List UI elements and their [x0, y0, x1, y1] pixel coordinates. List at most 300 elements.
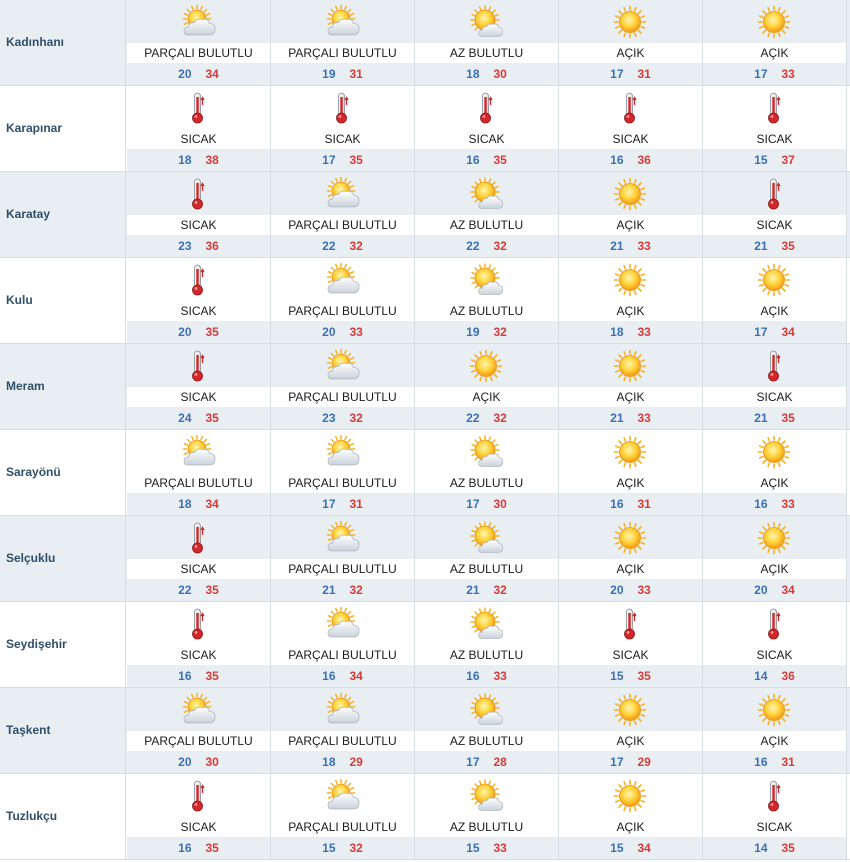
condition-label: AZ BULUTLU [415, 559, 558, 579]
icon-area [271, 430, 414, 473]
forecast-day-cell[interactable] [559, 86, 703, 171]
forecast-day-cell[interactable] [415, 344, 559, 429]
forecast-day-cell[interactable] [127, 344, 271, 429]
sun-icon [612, 349, 648, 383]
high-temperature: 33 [637, 411, 651, 425]
high-temperature: 35 [205, 411, 219, 425]
high-temperature: 35 [349, 153, 363, 167]
city-cell [0, 516, 126, 601]
low-temperature: 22 [178, 583, 192, 597]
thermometer-icon [180, 91, 216, 125]
icon-area [559, 258, 702, 301]
sun-icon [612, 263, 648, 297]
condition-label: SICAK [703, 387, 846, 407]
city-name[interactable]: Sarayönü [6, 465, 61, 479]
high-temperature: 33 [781, 497, 795, 511]
forecast-row [0, 86, 850, 171]
forecast-day-cell[interactable] [415, 86, 559, 171]
mostly-sunny-icon [468, 607, 504, 641]
city-name[interactable]: Seydişehir [6, 637, 67, 651]
high-temperature: 35 [205, 583, 219, 597]
partly-cloudy-icon [180, 693, 216, 727]
low-temperature: 20 [754, 583, 768, 597]
condition-label: AZ BULUTLU [415, 215, 558, 235]
high-temperature: 35 [205, 669, 219, 683]
temperature-range [271, 579, 414, 601]
temperature-range [127, 837, 270, 859]
condition-label: PARÇALI BULUTLU [288, 648, 397, 662]
high-temperature: 33 [493, 669, 507, 683]
temperature-range [415, 493, 558, 515]
partly-cloudy-icon [324, 779, 360, 813]
temperature-range [127, 149, 270, 171]
condition-label: SICAK [180, 132, 217, 146]
condition-label: SICAK [180, 304, 217, 318]
thermometer-icon [612, 91, 648, 125]
low-temperature: 15 [610, 841, 624, 855]
forecast-row [0, 258, 850, 343]
low-temperature: 16 [178, 841, 192, 855]
forecast-day-cell[interactable] [271, 344, 415, 429]
icon-area [415, 516, 558, 559]
low-temperature: 16 [754, 497, 768, 511]
forecast-day-cell[interactable] [559, 430, 703, 515]
high-temperature: 34 [205, 67, 219, 81]
high-temperature: 29 [349, 755, 363, 769]
condition-label: AÇIK [760, 476, 789, 490]
forecast-day-cell[interactable] [415, 430, 559, 515]
icon-area [127, 86, 270, 129]
low-temperature: 21 [610, 411, 624, 425]
forecast-day-cell[interactable] [415, 774, 559, 859]
low-temperature: 15 [466, 841, 480, 855]
forecast-day-cell[interactable] [559, 0, 703, 85]
forecast-day-cell[interactable] [271, 86, 415, 171]
low-temperature: 14 [754, 669, 768, 683]
temperature-range [271, 321, 414, 343]
high-temperature: 33 [349, 325, 363, 339]
high-temperature: 30 [205, 755, 219, 769]
thermometer-icon [180, 263, 216, 297]
forecast-day-cell[interactable] [559, 344, 703, 429]
forecast-row [0, 172, 850, 257]
sun-icon [612, 177, 648, 211]
condition-label: PARÇALI BULUTLU [271, 559, 414, 579]
condition-label: SICAK [756, 820, 793, 834]
condition-label: PARÇALI BULUTLU [271, 387, 414, 407]
condition-label: AZ BULUTLU [415, 731, 558, 751]
low-temperature: 20 [178, 325, 192, 339]
low-temperature: 17 [610, 755, 624, 769]
low-temperature: 18 [178, 497, 192, 511]
forecast-day-cell[interactable] [127, 516, 271, 601]
forecast-row [0, 344, 850, 429]
thermometer-icon [756, 779, 792, 813]
row-divider [0, 859, 850, 860]
forecast-day-cell[interactable] [703, 172, 847, 257]
low-temperature: 21 [610, 239, 624, 253]
high-temperature: 33 [637, 239, 651, 253]
partly-cloudy-icon [180, 5, 216, 39]
temperature-range [127, 493, 270, 515]
sun-icon [756, 521, 792, 555]
high-temperature: 32 [493, 583, 507, 597]
forecast-day-cell[interactable] [703, 516, 847, 601]
mostly-sunny-icon [468, 5, 504, 39]
temperature-range [415, 63, 558, 85]
thermometer-icon [756, 607, 792, 641]
icon-area [559, 516, 702, 559]
low-temperature: 15 [322, 841, 336, 855]
temperature-range [559, 407, 702, 429]
condition-label: SICAK [127, 559, 270, 579]
forecast-day-cell[interactable] [127, 688, 271, 773]
low-temperature: 17 [754, 325, 768, 339]
condition-label: AÇIK [703, 43, 846, 63]
high-temperature: 34 [781, 325, 795, 339]
city-cell [0, 86, 126, 171]
forecast-day-cell[interactable] [271, 258, 415, 343]
forecast-day-cell[interactable] [559, 172, 703, 257]
low-temperature: 21 [466, 583, 480, 597]
temperature-range [415, 407, 558, 429]
partly-cloudy-icon [324, 349, 360, 383]
forecast-day-cell[interactable] [271, 0, 415, 85]
temperature-range [415, 837, 558, 859]
forecast-day-cell[interactable] [127, 602, 271, 687]
condition-label: SICAK [127, 387, 270, 407]
forecast-day-cell[interactable] [415, 258, 559, 343]
temperature-range [127, 63, 270, 85]
temperature-range [703, 665, 846, 687]
low-temperature: 16 [754, 755, 768, 769]
forecast-day-cell[interactable] [559, 688, 703, 773]
city-cell [0, 430, 126, 515]
forecast-day-cell[interactable] [703, 602, 847, 687]
forecast-day-cell[interactable] [703, 86, 847, 171]
low-temperature: 20 [178, 67, 192, 81]
icon-area [271, 0, 414, 43]
temperature-range [127, 235, 270, 257]
icon-area [127, 258, 270, 301]
thermometer-icon [180, 177, 216, 211]
condition-label: SICAK [127, 215, 270, 235]
forecast-day-cell[interactable] [271, 774, 415, 859]
low-temperature: 16 [610, 153, 624, 167]
forecast-day-cell[interactable] [127, 86, 271, 171]
low-temperature: 16 [466, 669, 480, 683]
forecast-day-cell[interactable] [127, 430, 271, 515]
high-temperature: 35 [781, 411, 795, 425]
condition-label: PARÇALI BULUTLU [288, 820, 397, 834]
temperature-range [271, 837, 414, 859]
high-temperature: 38 [205, 153, 219, 167]
city-name[interactable]: Karatay [6, 207, 51, 221]
city-name[interactable]: Taşkent [6, 723, 51, 737]
temperature-range [271, 493, 414, 515]
temperature-range [127, 407, 270, 429]
thermometer-icon [180, 521, 216, 555]
mostly-sunny-icon [468, 435, 504, 469]
icon-area [703, 344, 846, 387]
high-temperature: 32 [493, 239, 507, 253]
temperature-range [703, 149, 846, 171]
condition-label: AÇIK [559, 215, 702, 235]
thermometer-icon [180, 349, 216, 383]
temperature-range [559, 493, 702, 515]
city-name[interactable]: Karapınar [6, 121, 63, 135]
temperature-range [415, 149, 558, 171]
forecast-day-cell[interactable] [703, 430, 847, 515]
condition-label: AZ BULUTLU [449, 476, 524, 490]
thermometer-icon [756, 91, 792, 125]
temperature-range [271, 407, 414, 429]
mostly-sunny-icon [468, 521, 504, 555]
forecast-day-cell[interactable] [127, 172, 271, 257]
temperature-range [703, 235, 846, 257]
partly-cloudy-icon [324, 263, 360, 297]
icon-area [271, 344, 414, 387]
temperature-range [271, 149, 414, 171]
forecast-row [0, 0, 850, 85]
low-temperature: 19 [322, 67, 336, 81]
high-temperature: 36 [205, 239, 219, 253]
forecast-day-cell[interactable] [271, 688, 415, 773]
temperature-range [415, 665, 558, 687]
icon-area [271, 774, 414, 817]
city-name[interactable]: Selçuklu [6, 551, 56, 565]
condition-label: PARÇALI BULUTLU [127, 731, 270, 751]
high-temperature: 34 [781, 583, 795, 597]
forecast-row [0, 602, 850, 687]
condition-label: AÇIK [616, 304, 645, 318]
forecast-day-cell[interactable] [127, 774, 271, 859]
forecast-day-cell[interactable] [703, 344, 847, 429]
low-temperature: 22 [466, 239, 480, 253]
low-temperature: 19 [466, 325, 480, 339]
low-temperature: 24 [178, 411, 192, 425]
high-temperature: 34 [637, 841, 651, 855]
mostly-sunny-icon [468, 693, 504, 727]
thermometer-icon [756, 177, 792, 211]
low-temperature: 20 [178, 755, 192, 769]
forecast-day-cell[interactable] [415, 602, 559, 687]
icon-area [415, 86, 558, 129]
partly-cloudy-icon [324, 693, 360, 727]
low-temperature: 17 [754, 67, 768, 81]
forecast-day-cell[interactable] [415, 0, 559, 85]
temperature-range [415, 321, 558, 343]
temperature-range [559, 579, 702, 601]
condition-label: AÇIK [703, 559, 846, 579]
condition-label: SICAK [703, 215, 846, 235]
city-cell [0, 258, 126, 343]
low-temperature: 20 [610, 583, 624, 597]
forecast-day-cell[interactable] [271, 516, 415, 601]
forecast-day-cell[interactable] [127, 0, 271, 85]
forecast-day-cell[interactable] [271, 602, 415, 687]
high-temperature: 35 [637, 669, 651, 683]
forecast-day-cell[interactable] [703, 774, 847, 859]
icon-area [703, 602, 846, 645]
city-name[interactable]: Kulu [6, 293, 33, 307]
temperature-range [127, 665, 270, 687]
low-temperature: 20 [322, 325, 336, 339]
high-temperature: 32 [349, 583, 363, 597]
icon-area [127, 516, 270, 559]
icon-area [127, 688, 270, 731]
forecast-day-cell[interactable] [559, 602, 703, 687]
low-temperature: 17 [322, 153, 336, 167]
sun-icon [756, 693, 792, 727]
forecast-day-cell[interactable] [703, 258, 847, 343]
condition-label: SICAK [612, 132, 649, 146]
partly-cloudy-icon [180, 435, 216, 469]
temperature-range [559, 751, 702, 773]
city-name[interactable]: Tuzlukçu [6, 809, 58, 823]
sun-icon [756, 5, 792, 39]
low-temperature: 22 [466, 411, 480, 425]
condition-label: AZ BULUTLU [449, 648, 524, 662]
condition-label: AZ BULUTLU [415, 43, 558, 63]
icon-area [559, 86, 702, 129]
forecast-day-cell[interactable] [415, 172, 559, 257]
condition-label: PARÇALI BULUTLU [288, 476, 397, 490]
condition-label: PARÇALI BULUTLU [271, 215, 414, 235]
forecast-day-cell[interactable] [703, 0, 847, 85]
icon-area [703, 172, 846, 215]
sun-icon [612, 693, 648, 727]
high-temperature: 31 [637, 67, 651, 81]
city-name[interactable]: Kadınhanı [6, 35, 65, 49]
low-temperature: 15 [610, 669, 624, 683]
icon-area [559, 430, 702, 473]
high-temperature: 31 [349, 67, 363, 81]
forecast-row [0, 430, 850, 515]
thermometer-icon [756, 349, 792, 383]
sun-icon [612, 521, 648, 555]
icon-area [127, 0, 270, 43]
sun-icon [612, 779, 648, 813]
sun-icon [468, 349, 504, 383]
temperature-range [703, 493, 846, 515]
icon-area [271, 258, 414, 301]
high-temperature: 35 [493, 153, 507, 167]
forecast-day-cell[interactable] [415, 688, 559, 773]
condition-label: PARÇALI BULUTLU [127, 43, 270, 63]
low-temperature: 23 [322, 411, 336, 425]
sun-icon [756, 435, 792, 469]
temperature-range [271, 665, 414, 687]
temperature-range [703, 321, 846, 343]
condition-label: AÇIK [616, 476, 645, 490]
city-cell [0, 688, 126, 773]
partly-cloudy-icon [324, 5, 360, 39]
partly-cloudy-icon [324, 607, 360, 641]
high-temperature: 35 [205, 325, 219, 339]
temperature-range [271, 235, 414, 257]
icon-area [703, 430, 846, 473]
low-temperature: 21 [322, 583, 336, 597]
city-cell [0, 774, 126, 859]
condition-label: PARÇALI BULUTLU [271, 43, 414, 63]
low-temperature: 18 [178, 153, 192, 167]
condition-label: SICAK [468, 132, 505, 146]
low-temperature: 22 [322, 239, 336, 253]
partly-cloudy-icon [324, 435, 360, 469]
high-temperature: 33 [781, 67, 795, 81]
icon-area [703, 0, 846, 43]
low-temperature: 17 [466, 497, 480, 511]
high-temperature: 31 [349, 497, 363, 511]
icon-area [703, 774, 846, 817]
high-temperature: 32 [349, 841, 363, 855]
low-temperature: 21 [754, 239, 768, 253]
low-temperature: 17 [610, 67, 624, 81]
high-temperature: 31 [637, 497, 651, 511]
city-cell [0, 602, 126, 687]
condition-label: PARÇALI BULUTLU [288, 304, 397, 318]
high-temperature: 34 [205, 497, 219, 511]
city-cell [0, 172, 126, 257]
low-temperature: 18 [322, 755, 336, 769]
icon-area [271, 688, 414, 731]
temperature-range [559, 321, 702, 343]
city-name[interactable]: Meram [6, 379, 45, 393]
icon-area [415, 0, 558, 43]
forecast-day-cell[interactable] [271, 430, 415, 515]
thermometer-icon [324, 91, 360, 125]
icon-area [271, 602, 414, 645]
forecast-day-cell[interactable] [271, 172, 415, 257]
forecast-day-cell[interactable] [703, 688, 847, 773]
icon-area [127, 172, 270, 215]
icon-area [559, 774, 702, 817]
temperature-range [703, 751, 846, 773]
icon-area [415, 344, 558, 387]
forecast-day-cell[interactable] [559, 774, 703, 859]
icon-area [415, 688, 558, 731]
forecast-day-cell[interactable] [127, 258, 271, 343]
icon-area [415, 774, 558, 817]
icon-area [415, 602, 558, 645]
condition-label: SICAK [180, 648, 217, 662]
condition-label: SICAK [324, 132, 361, 146]
mostly-sunny-icon [468, 779, 504, 813]
forecast-day-cell[interactable] [559, 516, 703, 601]
forecast-day-cell[interactable] [559, 258, 703, 343]
condition-label: AÇIK [559, 559, 702, 579]
high-temperature: 37 [781, 153, 795, 167]
temperature-range [559, 235, 702, 257]
low-temperature: 18 [610, 325, 624, 339]
high-temperature: 35 [781, 239, 795, 253]
condition-label: SICAK [180, 820, 217, 834]
condition-label: AÇIK [559, 731, 702, 751]
condition-label: AZ BULUTLU [449, 304, 524, 318]
low-temperature: 18 [466, 67, 480, 81]
condition-label: SICAK [756, 132, 793, 146]
forecast-day-cell[interactable] [415, 516, 559, 601]
thermometer-icon [180, 779, 216, 813]
temperature-range [415, 579, 558, 601]
temperature-range [703, 837, 846, 859]
icon-area [271, 516, 414, 559]
partly-cloudy-icon [324, 177, 360, 211]
condition-label: AÇIK [559, 43, 702, 63]
high-temperature: 32 [349, 411, 363, 425]
icon-area [415, 430, 558, 473]
